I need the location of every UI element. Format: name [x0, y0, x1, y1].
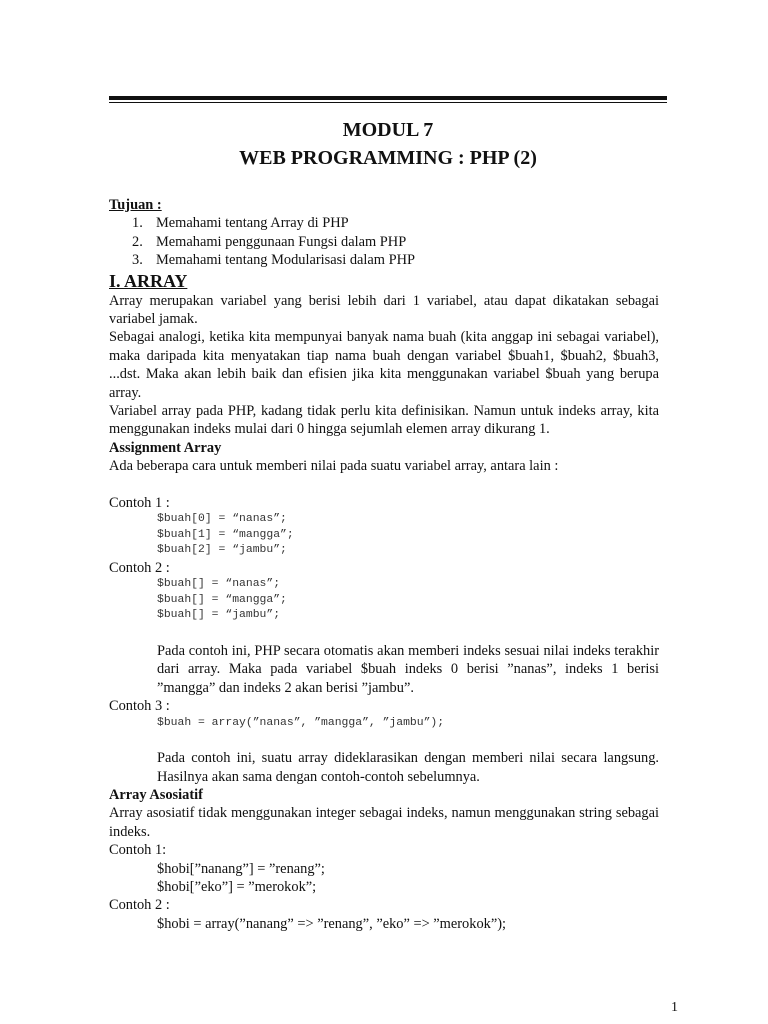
- asosiatif-line: $hobi[”eko”] = ”merokok”;: [157, 879, 317, 896]
- code-line: $buah[0] = “nanas”;: [157, 513, 287, 526]
- spacer: [109, 476, 659, 494]
- list-item-number: 2.: [132, 233, 143, 250]
- tujuan-label: Tujuan :: [109, 197, 162, 213]
- tujuan-list: [109, 214, 659, 269]
- list-item-number: 1.: [132, 215, 143, 232]
- contoh2-note: Pada contoh ini, PHP secara otomatis akan memberi indeks sesuai nilai indeks terakhir dari array. Maka pada variabel $buah indeks 0 berisi ”nanas”, indeks 1 berisi ”mangga” dan indeks 2 akan berisi ”jambu”.: [157, 643, 659, 696]
- asosiatif-line: $hobi[”nanang”] = ”renang”;: [157, 860, 325, 877]
- list-item-number: 3.: [132, 252, 143, 269]
- assignment-intro: Ada beberapa cara untuk memberi nilai pada suatu variabel array, antara lain :: [109, 458, 559, 475]
- contoh3-label: Contoh 3 :: [109, 698, 170, 715]
- section-heading-array: I. ARRAY: [109, 270, 188, 291]
- assignment-heading: Assignment Array: [109, 439, 222, 456]
- asosiatif-contoh2-label: Contoh 2 :: [109, 897, 170, 914]
- asosiatif-line: $hobi = array(”nanang” => ”renang”, ”eko” => ”merokok”);: [157, 915, 507, 932]
- page-number: 1: [671, 1000, 678, 1015]
- asosiatif-heading: Array Asosiatif: [109, 787, 203, 804]
- list-item-text: Memahami tentang Array di PHP: [156, 215, 349, 232]
- list-item-text: Memahami tentang Modularisasi dalam PHP: [156, 252, 415, 269]
- document-body: [109, 196, 659, 933]
- list-item: [132, 214, 659, 232]
- code-line: $buah[] = “jambu”;: [157, 609, 281, 622]
- code-line: $buah[2] = “jambu”;: [157, 544, 287, 557]
- title-line-2: WEB PROGRAMMING : PHP (2): [239, 147, 537, 169]
- array-paragraph-3: Variabel array pada PHP, kadang tidak perlu kita definisikan. Namun untuk indeks array, kita menggunakan indeks mulai dari 0 hingga sejumlah elemen array dikurang 1.: [109, 403, 659, 438]
- contoh1-label: Contoh 1 :: [109, 494, 170, 511]
- spacer: [109, 731, 659, 749]
- header-rule-thin: [109, 102, 667, 103]
- document-title: [109, 116, 667, 172]
- array-paragraph-2: Sebagai analogi, ketika kita mempunyai banyak nama buah (kita anggap ini sebagai variabel), maka daripada kita menyatakan tiap nama buah dengan variabel $buah1, $buah2, $buah3, ...dst. Maka akan lebih baik dan efisien jika kita menggunakan variabel $buah yang berupa array.: [109, 329, 659, 401]
- list-item: [132, 233, 659, 251]
- contoh3-note: Pada contoh ini, suatu array dideklarasikan dengan memberi nilai secara langsung. Hasilnya akan sama dengan contoh-contoh sebelumnya.: [157, 750, 659, 785]
- code-line: $buah[1] = “mangga”;: [157, 528, 294, 541]
- array-paragraph-1: Array merupakan variabel yang berisi lebih dari 1 variabel, atau dapat dikatakan sebagai variabel jamak.: [109, 292, 659, 327]
- list-item: [132, 251, 659, 269]
- list-item-text: Memahami penggunaan Fungsi dalam PHP: [156, 233, 407, 250]
- asosiatif-intro: Array asosiatif tidak menggunakan integer sebagai indeks, namun menggunakan string sebagai indeks.: [109, 805, 659, 840]
- code-line: $buah[] = “nanas”;: [157, 578, 281, 591]
- code-line: $buah = array(”nanas”, ”mangga”, ”jambu”);: [157, 716, 445, 729]
- title-line-1: MODUL 7: [342, 119, 434, 141]
- code-line: $buah[] = “mangga”;: [157, 593, 287, 606]
- contoh2-label: Contoh 2 :: [109, 559, 170, 576]
- header-rule-thick: [109, 96, 667, 100]
- spacer: [109, 624, 659, 642]
- asosiatif-contoh1-label: Contoh 1:: [109, 842, 167, 859]
